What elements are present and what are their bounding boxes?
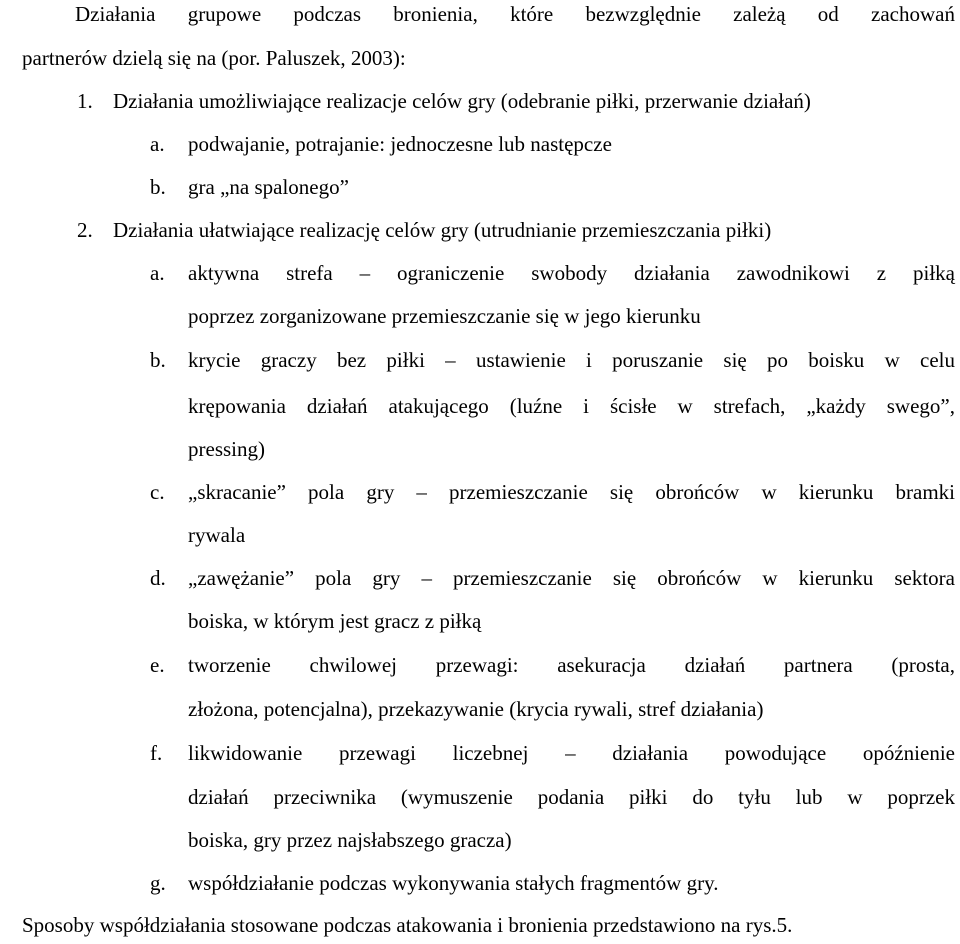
item-1-text: Działania umożliwiające realizacje celów gry (odebranie piłki, przerwanie działań): [113, 89, 811, 113]
item-2f-line-1: likwidowanie przewagi liczebnej – działania powodujące opóźnienie: [188, 741, 955, 765]
item-2c-line-1: „skracanie” pola gry – przemieszczanie się obrońców w kierunku bramki: [188, 480, 955, 504]
item-1b-text: gra „na spalonego”: [188, 175, 349, 199]
item-2f-line-3: boiska, gry przez najsłabszego gracza): [188, 828, 512, 852]
item-2e-letter: e.: [150, 653, 165, 677]
item-1a-letter: a.: [150, 132, 165, 156]
item-2e-line-1: tworzenie chwilowej przewagi: asekuracja działań partnera (prosta,: [188, 653, 955, 677]
item-2a-letter: a.: [150, 261, 165, 285]
item-2d-letter: d.: [150, 566, 166, 590]
item-2d-line-1: „zawężanie” pola gry – przemieszczanie się obrońców w kierunku sektora: [188, 566, 955, 590]
item-2d-line-2: boiska, w którym jest gracz z piłką: [188, 609, 482, 633]
item-2b-letter: b.: [150, 348, 166, 372]
item-2f-letter: f.: [150, 741, 163, 765]
item-2b-line-2: krępowania działań atakującego (luźne i ścisłe w strefach, „każdy swego”,: [188, 394, 955, 418]
item-2e-line-2: złożona, potencjalna), przekazywanie (krycia rywali, stref działania): [188, 697, 764, 721]
item-2c-line-2: rywala: [188, 523, 246, 547]
item-1-number: 1.: [77, 89, 93, 113]
item-1a-text: podwajanie, potrajanie: jednoczesne lub następcze: [188, 132, 612, 156]
item-2c-letter: c.: [150, 480, 165, 504]
item-2b-line-1: krycie graczy bez piłki – ustawienie i poruszanie się po boisku w celu: [188, 348, 955, 372]
item-2b-line-3: pressing): [188, 437, 265, 461]
item-2a-line-1: aktywna strefa – ograniczenie swobody działania zawodnikowi z piłką: [188, 261, 955, 285]
footer-text: Sposoby współdziałania stosowane podczas atakowania i bronienia przedstawiono na rys.5.: [22, 913, 793, 937]
intro-line-2: partnerów dzielą się na (por. Paluszek, 2003):: [22, 46, 406, 70]
item-2a-line-2: poprzez zorganizowane przemieszczanie się w jego kierunku: [188, 304, 701, 328]
item-2-number: 2.: [77, 218, 93, 242]
item-1b-letter: b.: [150, 175, 166, 199]
item-2g-letter: g.: [150, 871, 166, 895]
item-2g-text: współdziałanie podczas wykonywania stałych fragmentów gry.: [188, 871, 719, 895]
item-2-text: Działania ułatwiające realizację celów gry (utrudnianie przemieszczania piłki): [113, 218, 772, 242]
item-2f-line-2: działań przeciwnika (wymuszenie podania piłki do tyłu lub w poprzek: [188, 785, 955, 809]
intro-line-1: Działania grupowe podczas bronienia, które bezwzględnie zależą od zachowań: [75, 2, 955, 26]
